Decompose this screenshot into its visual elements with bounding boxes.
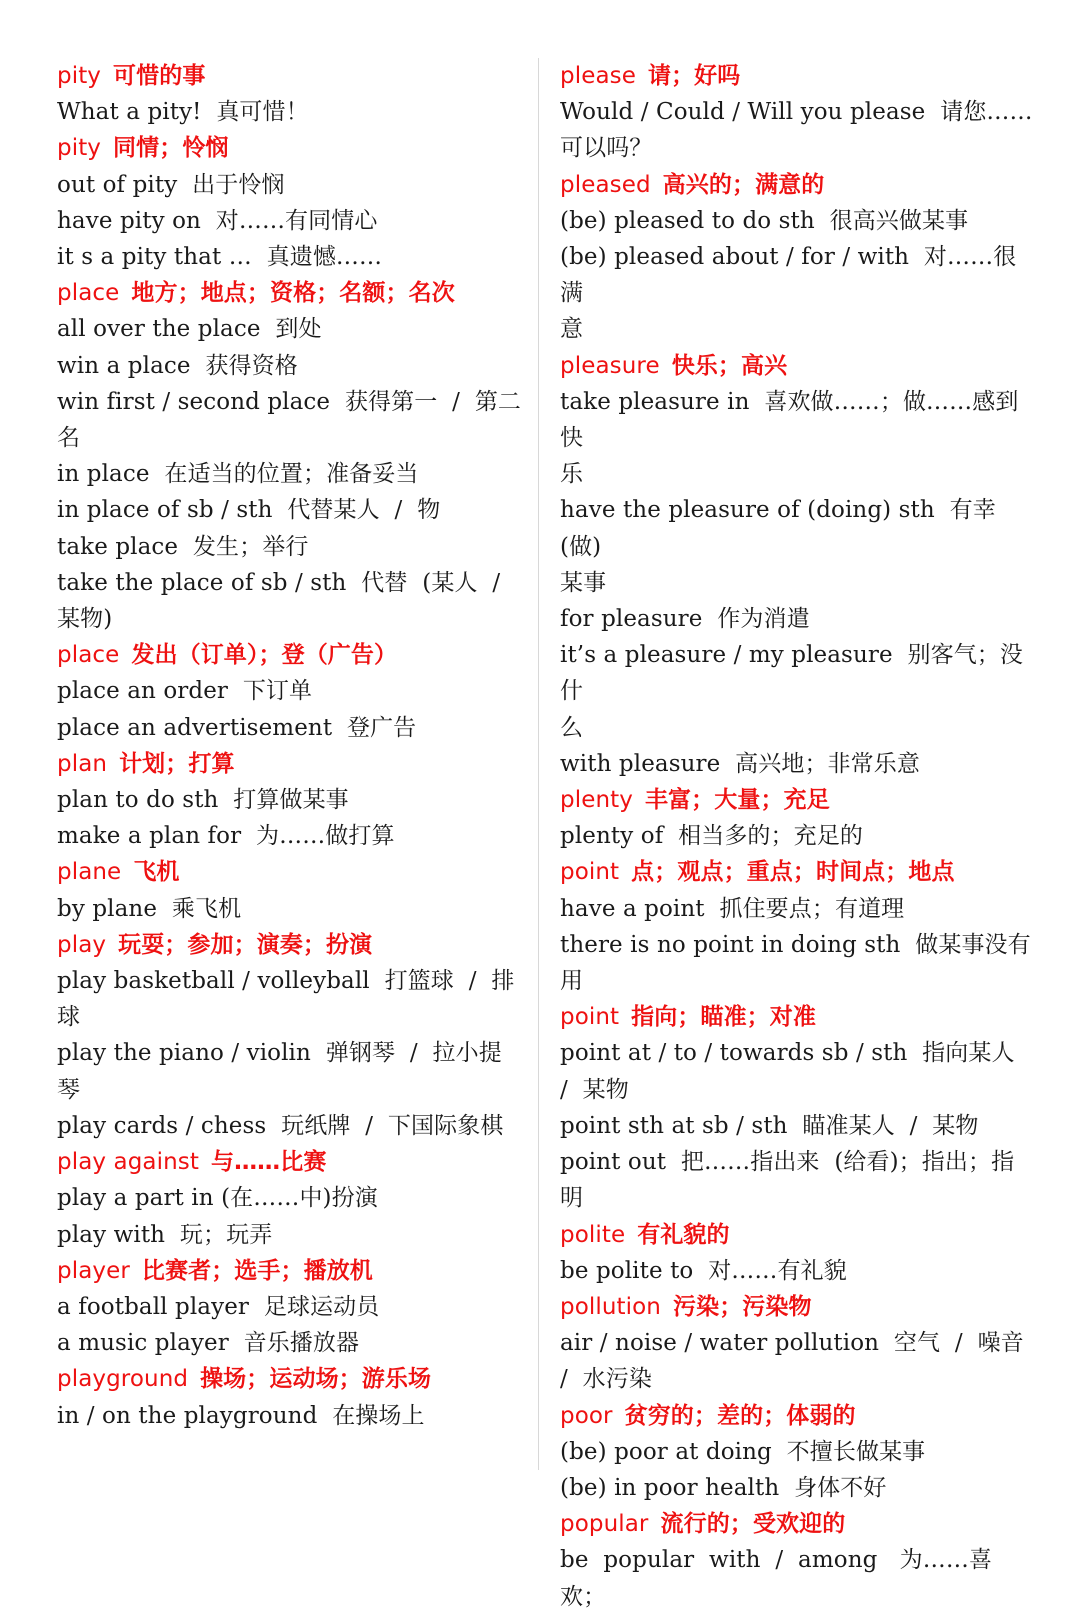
headword-meaning: 有礼貌的 (637, 1221, 730, 1248)
headword: please (560, 63, 636, 89)
example-phrase: 明 (560, 1185, 584, 1212)
example-phrase: all over the place 到处 (57, 316, 322, 343)
example-phrase: plan to do sth 打算做某事 (57, 787, 349, 814)
example-phrase: 意 (560, 316, 584, 343)
example-phrase: win a place 获得资格 (57, 352, 298, 379)
headword: point (560, 859, 620, 886)
example-phrase: (be) pleased to do sth 很高兴做某事 (560, 207, 969, 234)
example-phrase: 用 (560, 968, 584, 995)
example-phrase: by plane 乘飞机 (57, 895, 242, 922)
right-column (560, 58, 1035, 1615)
example-phrase: in / on the playground 在操场上 (57, 1402, 425, 1429)
entry-headword-line (57, 1253, 525, 1289)
headword: playground (57, 1366, 189, 1393)
example-phrase: in place of sb / sth 代替某人 / 物 (57, 497, 441, 524)
example-phrase: win first / second place 获得第一 / 第二 (57, 388, 522, 415)
entry-headword-line (560, 1217, 1035, 1253)
entry-headword-line (560, 782, 1035, 818)
headword: plane (57, 859, 122, 886)
example-phrase: / 某物 (560, 1076, 629, 1103)
example-phrase: a football player 足球运动员 (57, 1293, 380, 1320)
example-phrase: 琴 (57, 1076, 81, 1103)
headword-meaning: 流行的；受欢迎的 (660, 1511, 846, 1538)
example-phrase: a music player 音乐播放器 (57, 1330, 360, 1357)
headword: pity (57, 135, 102, 162)
example-phrase: air / noise / water pollution 空气 / 噪音 (560, 1330, 1024, 1357)
example-phrase: play with 玩；玩弄 (57, 1221, 273, 1248)
entry-headword-line (57, 1361, 525, 1397)
example-phrase: in place 在适当的位置；准备妥当 (57, 461, 419, 488)
example-phrase: have pity on 对……有同情心 (57, 207, 378, 234)
headword: player (57, 1257, 130, 1284)
headword: pleased (560, 171, 651, 198)
entry-headword-line (560, 167, 1035, 203)
entry-headword-line (57, 637, 525, 673)
example-phrase: place an advertisement 登广告 (57, 714, 417, 741)
example-phrase: there is no point in doing sth 做某事没有 (560, 931, 1031, 958)
example-phrase: Would / Could / Will you please 请您…… (560, 99, 1033, 126)
headword: place (57, 280, 120, 307)
entry-headword-line (560, 1398, 1035, 1434)
headword-meaning: 污染；污染物 (673, 1293, 812, 1320)
headword-meaning: 高兴的；满意的 (662, 171, 825, 198)
example-phrase: 某事 (560, 569, 607, 596)
headword-meaning: 与……比赛 (210, 1149, 327, 1176)
example-phrase: be popular with / among 为……喜欢； (560, 1547, 993, 1610)
headword: play against (57, 1149, 199, 1176)
headword: place (57, 642, 120, 669)
example-phrase: point sth at sb / sth 瞄准某人 / 某物 (560, 1112, 979, 1139)
entry-headword-line (560, 348, 1035, 384)
headword-meaning: 比赛者；选手；播放机 (141, 1257, 373, 1284)
example-phrase: (be) in poor health 身体不好 (560, 1474, 887, 1501)
entry-headword-line (57, 854, 525, 890)
entry-headword-line (560, 1506, 1035, 1542)
example-phrase: it’s a pleasure / my pleasure 别客气；没什 (560, 642, 1024, 705)
headword: play (57, 931, 107, 958)
headword-meaning: 点；观点；重点；时间点；地点 (631, 859, 955, 886)
headword-meaning: 发出（订单）；登（广告） (131, 642, 398, 669)
column-divider (538, 58, 539, 1470)
headword-meaning: 操场；运动场；游乐场 (200, 1366, 432, 1393)
entry-headword-line (560, 999, 1035, 1035)
entry-headword-line (57, 1144, 525, 1180)
example-phrase: point out 把……指出来 (给看)；指出；指 (560, 1149, 1015, 1176)
entry-headword-line (560, 1289, 1035, 1325)
headword-meaning: 地方；地点；资格；名额；名次 (131, 280, 455, 307)
example-phrase: 名 (57, 425, 81, 452)
example-phrase: / 水污染 (560, 1366, 652, 1393)
example-phrase: 某物) (57, 606, 113, 633)
headword-meaning: 指向；瞄准；对准 (631, 1004, 816, 1031)
example-phrase: play basketball / volleyball 打篮球 / 排 (57, 968, 515, 995)
headword: polite (560, 1221, 626, 1248)
headword: point (560, 1004, 620, 1031)
example-phrase: be polite to 对……有礼貌 (560, 1257, 847, 1284)
example-phrase: play a part in (在……中)扮演 (57, 1185, 378, 1212)
example-phrase: place an order 下订单 (57, 678, 313, 705)
example-phrase: What a pity! 真可惜！ (57, 99, 309, 126)
headword-meaning: 丰富；大量；充足 (644, 787, 830, 814)
example-phrase: make a plan for 为……做打算 (57, 823, 395, 850)
headword-meaning: 请；好吗 (647, 63, 741, 89)
example-phrase: (be) poor at doing 不擅长做某事 (560, 1438, 926, 1465)
example-phrase: with pleasure 高兴地；非常乐意 (560, 750, 920, 777)
headword-meaning: 同情；怜悯 (113, 135, 229, 162)
entry-headword-line (57, 746, 525, 782)
example-phrase: 乐 (560, 461, 584, 488)
headword-meaning: 快乐；高兴 (671, 352, 788, 379)
example-phrase: take the place of sb / sth 代替 (某人 / (57, 569, 501, 596)
example-phrase: (be) pleased about / for / with 对……很满 (560, 244, 1017, 307)
example-phrase: have a point 抓住要点；有道理 (560, 895, 905, 922)
example-phrase: it s a pity that … 真遗憾…… (57, 244, 383, 271)
headword: pity (57, 63, 102, 89)
entry-headword-line (560, 58, 1035, 94)
headword: poor (560, 1402, 613, 1429)
headword-meaning: 玩耍；参加；演奏；扮演 (118, 931, 373, 958)
example-phrase: out of pity 出于怜悯 (57, 171, 285, 198)
entry-headword-line (57, 130, 525, 166)
example-phrase: play the piano / violin 弹钢琴 / 拉小提 (57, 1040, 502, 1067)
left-column (57, 58, 525, 1434)
example-phrase: for pleasure 作为消遣 (560, 606, 810, 633)
entry-headword-line (57, 927, 525, 963)
example-phrase: point at / to / towards sb / sth 指向某人 (560, 1040, 1015, 1067)
headword: popular (560, 1511, 649, 1538)
entry-headword-line (560, 854, 1035, 890)
example-phrase: 么 (560, 714, 584, 741)
headword: plan (57, 750, 108, 777)
headword-meaning: 贫穷的；差的；体弱的 (624, 1402, 856, 1429)
entry-headword-line (57, 58, 525, 94)
example-phrase: 可以吗？ (560, 135, 653, 162)
headword-meaning: 飞机 (133, 859, 180, 886)
headword-meaning: 可惜的事 (113, 63, 206, 89)
headword: plenty (560, 787, 633, 814)
headword: pleasure (560, 352, 660, 379)
entry-headword-line (57, 275, 525, 311)
example-phrase: play cards / chess 玩纸牌 / 下国际象棋 (57, 1112, 504, 1139)
example-phrase: 球 (57, 1004, 81, 1031)
example-phrase: plenty of 相当多的；充足的 (560, 823, 863, 850)
headword: pollution (560, 1293, 661, 1320)
example-phrase: take pleasure in 喜欢做……；做……感到快 (560, 388, 1019, 452)
headword-meaning: 计划；打算 (119, 750, 235, 777)
example-phrase: take place 发生；举行 (57, 533, 309, 560)
example-phrase: have the pleasure of (doing) sth 有幸 (做) (560, 497, 1011, 560)
